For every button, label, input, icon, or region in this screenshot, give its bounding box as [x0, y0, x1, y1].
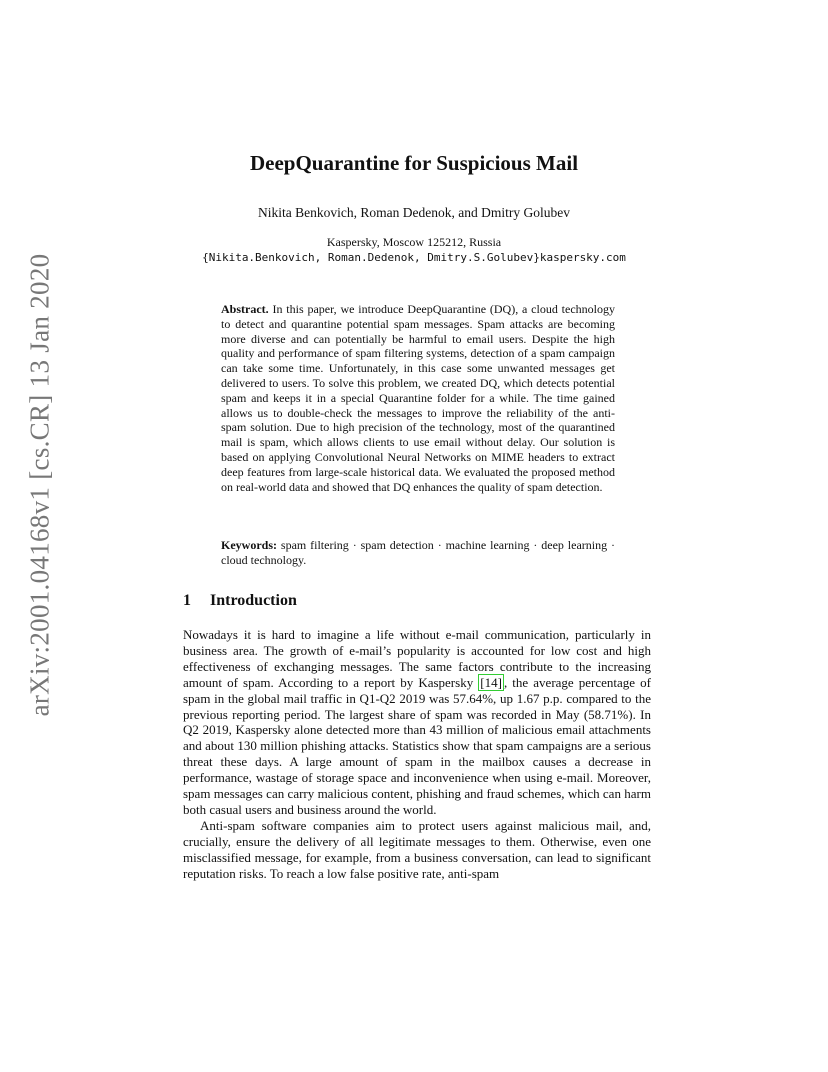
keywords-label: Keywords:: [221, 538, 277, 552]
author-list: Nikita Benkovich, Roman Dedenok, and Dmitry Golubev: [258, 205, 570, 220]
abstract-label: Abstract.: [221, 302, 269, 316]
abstract-text: In this paper, we introduce DeepQuarantine (DQ), a cloud technology to detect and quarantine potential spam messages. Spam attacks are becoming more diverse and can potentially be harmful to email users. Despite the high quality and performance of spam filtering systems, detection of a spam campaign can take some time. Unfortunately, in this case some unwanted messages get delivered to users. To solve this problem, we created DQ, which detects potential spam and keeps it in a special Quarantine folder for a while. The time gained allows us to double-check the messages to improve the reliability of the anti-spam solution. Due to high precision of the technology, most of the quarantined mail is spam, which allows clients to use email without delay. Our solution is based on applying Convolutional Neural Networks on MIME headers to extract deep features from large-scale historical data. We evaluated the proposed method on real-world data and showed that DQ enhances the quality of spam detection.: [221, 302, 615, 494]
paragraph: [183, 627, 651, 818]
abstract: [221, 302, 615, 494]
arxiv-sidebar: [16, 253, 64, 717]
section-heading: [183, 592, 297, 610]
citation-link[interactable]: [14]: [480, 674, 502, 690]
affiliation: Kaspersky, Moscow 125212, Russia: [326, 235, 502, 249]
keywords: [221, 538, 615, 568]
arxiv-identifier: arXiv:2001.04168v1 [cs.CR] 13 Jan 2020: [24, 253, 55, 717]
paragraph: Anti-spam software companies aim to protect users against malicious mail, and, crucially, ensure the delivery of all legitimate messages to them. Otherwise, even one misclassified message, for example, from a business conversation, can lead to significant reputation risks. To reach a low false positive rate, anti-spam: [183, 817, 651, 881]
author-emails: {Nikita.Benkovich, Roman.Dedenok, Dmitry.S.Golubev}kaspersky.com: [202, 251, 626, 264]
paragraph-text: Nowadays it is hard to imagine a life without e-mail communication, particularly in business area. The growth of e-mail’s popularity is accounted for low cost and high effectiveness of exchanging messages. The same factors contribute to the increasing amount of spam. According to a report by Kaspersky: [183, 627, 651, 690]
section-title: Introduction: [210, 592, 297, 609]
paper-title: DeepQuarantine for Suspicious Mail: [249, 151, 579, 175]
introduction-body: [183, 627, 651, 882]
keywords-text: spam filtering · spam detection · machine learning · deep learning · cloud technology.: [221, 538, 615, 567]
section-number: 1: [183, 592, 191, 609]
paragraph-text: , the average percentage of spam in the global mail traffic in Q1-Q2 2019 was 57.64%, up 1.67 p.p. compared to the previous reporting period. The largest share of spam was recorded in May (58.71%). In Q2 2019, Kaspersky alone detected more than 43 million of malicious email attachments and about 130 million phishing attacks. Statistics show that spam campaigns are a serious threat these days. A large amount of spam in the mailbox causes a decrease in performance, wastage of storage space and inconvenience when using e-mail. Moreover, spam messages can carry malicious content, phishing and fraud schemes, which can harm both casual users and business around the world.: [183, 674, 651, 817]
